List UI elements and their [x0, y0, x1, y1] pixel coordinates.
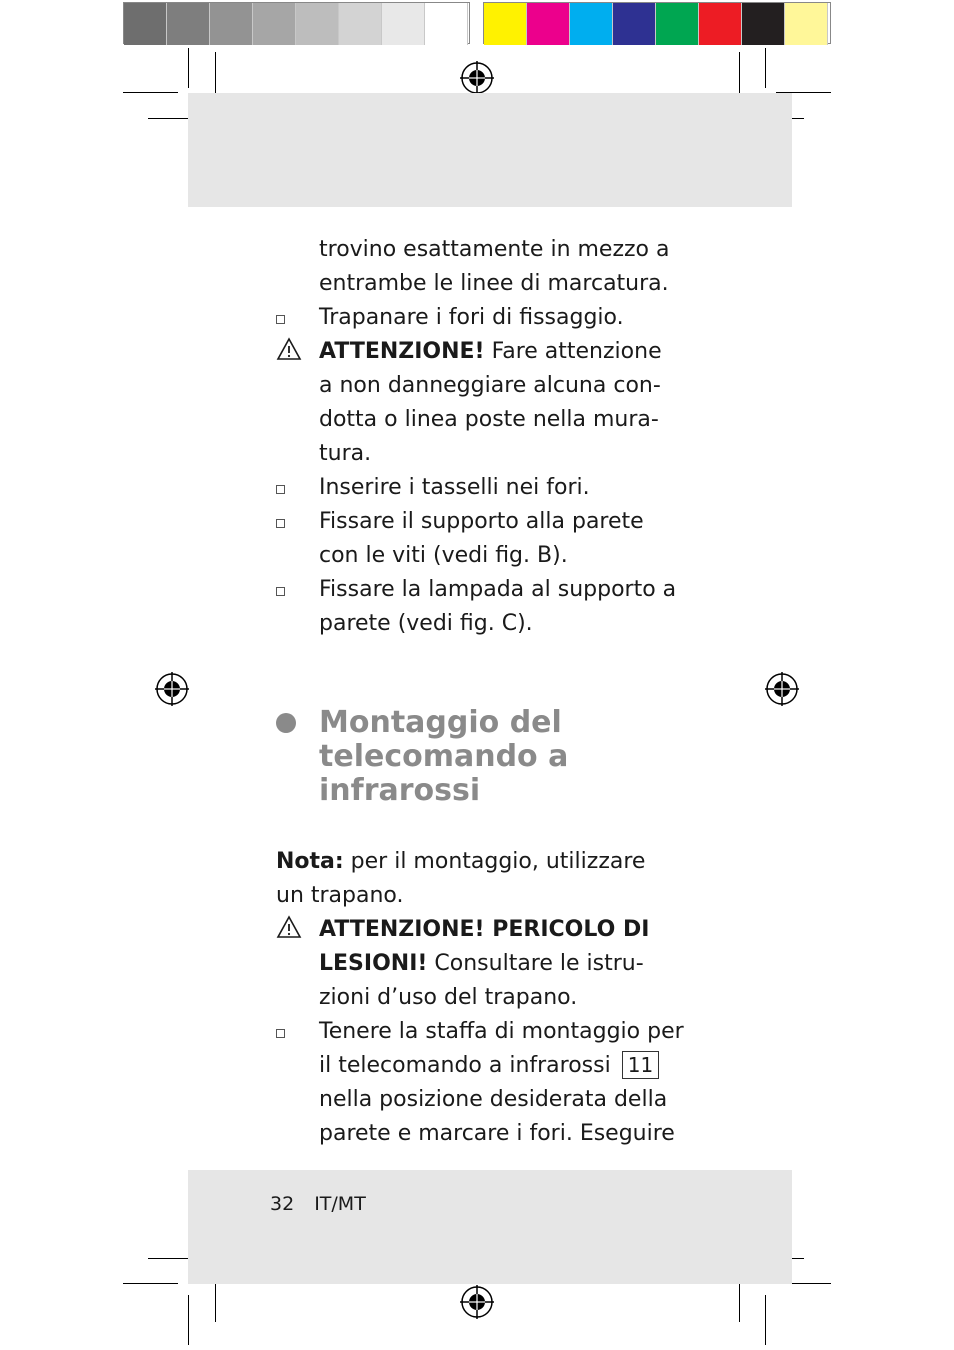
footer-band — [188, 1170, 792, 1284]
step-bullet-icon — [276, 519, 285, 528]
registration-mark-icon — [155, 672, 189, 706]
color-swatch — [425, 3, 468, 45]
warning-label: ATTENZIONE! — [319, 339, 485, 364]
warning-triangle-icon — [276, 337, 302, 361]
step-bullet-icon — [276, 485, 285, 494]
step-text: Fissare il supporto alla parete — [319, 509, 644, 534]
color-swatch — [484, 3, 527, 45]
color-calibration-bar — [483, 2, 831, 44]
warning-text-part: Fare attenzione — [484, 339, 662, 364]
registration-mark-icon — [765, 672, 799, 706]
note-label: Nota: — [276, 849, 344, 874]
page-footer — [270, 1193, 386, 1215]
color-swatch — [382, 3, 425, 45]
warning-label: ATTENZIONE! PERICOLO DI — [319, 917, 650, 942]
warning-label: LESIONI! — [319, 951, 428, 976]
color-swatch — [570, 3, 613, 45]
warning-text: dotta o linea poste nella mura- — [319, 407, 659, 432]
step-text: Fissare la lampada al supporto a — [319, 577, 677, 602]
language-code: IT/MT — [314, 1193, 366, 1215]
note-text — [276, 845, 645, 879]
registration-mark-icon — [460, 61, 494, 95]
color-swatch — [167, 3, 210, 45]
color-swatch — [742, 3, 785, 45]
note-text: un trapano. — [276, 883, 404, 908]
body-text: entrambe le linee di marcatura. — [319, 271, 669, 296]
color-swatch — [339, 3, 382, 45]
color-swatch — [613, 3, 656, 45]
registration-mark-icon — [460, 1285, 494, 1319]
part-number-badge: 11 — [622, 1051, 659, 1079]
warning-text: a non danneggiare alcuna con- — [319, 373, 661, 398]
step-bullet-icon — [276, 1029, 285, 1038]
step-text: con le viti (vedi fig. B). — [319, 543, 568, 568]
color-swatch — [785, 3, 828, 45]
warning-text-part: Consultare le istru- — [427, 951, 644, 976]
gray-calibration-bar — [123, 2, 470, 44]
color-swatch — [699, 3, 742, 45]
warning-text — [319, 913, 649, 947]
step-text: Tenere la staffa di montaggio per — [319, 1019, 684, 1044]
color-swatch — [124, 3, 167, 45]
page-number: 32 — [270, 1193, 295, 1215]
color-swatch — [253, 3, 296, 45]
color-swatch — [656, 3, 699, 45]
step-text-part: il telecomando a infrarossi — [319, 1053, 618, 1078]
warning-text: zioni d’uso del trapano. — [319, 985, 578, 1010]
body-text: trovino esattamente in mezzo a — [319, 237, 670, 262]
color-swatch — [210, 3, 253, 45]
step-text: Inserire i tasselli nei fori. — [319, 475, 590, 500]
color-swatch — [296, 3, 339, 45]
section-title: infrarossi — [319, 773, 481, 808]
warning-text — [319, 335, 662, 369]
note-text-part: per il montaggio, utilizzare — [343, 849, 646, 874]
step-text: nella posizione desiderata della — [319, 1087, 668, 1112]
step-text — [319, 1049, 659, 1083]
section-bullet-icon — [276, 713, 296, 733]
step-text: parete (vedi fig. C). — [319, 611, 533, 636]
step-text: Trapanare i fori di fissaggio. — [319, 305, 624, 330]
step-text: parete e marcare i fori. Eseguire — [319, 1121, 675, 1146]
color-swatch — [527, 3, 570, 45]
section-title: Montaggio del — [319, 705, 562, 740]
step-bullet-icon — [276, 587, 285, 596]
header-band — [188, 93, 792, 207]
warning-triangle-icon — [276, 915, 302, 939]
warning-text: tura. — [319, 441, 372, 466]
step-bullet-icon — [276, 315, 285, 324]
section-title: telecomando a — [319, 739, 569, 774]
warning-text — [319, 947, 644, 981]
